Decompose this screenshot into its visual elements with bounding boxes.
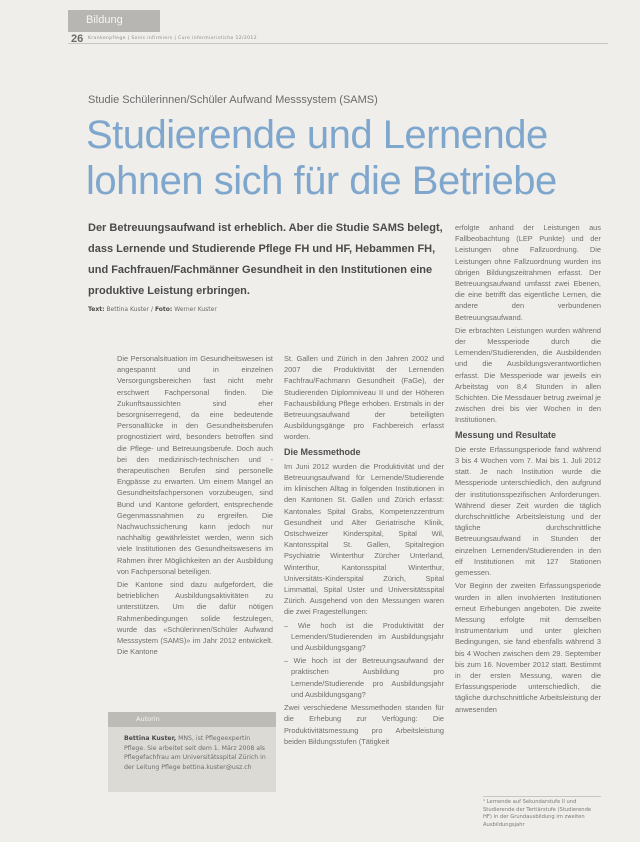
article-kicker: Studie Schülerinnen/Schüler Aufwand Messsystem (SAMS) xyxy=(88,94,378,106)
article-lead: Der Betreuungsaufwand ist erheblich. Aber die Studie SAMS belegt, dass Lernende und Studierende Pflege FH und HF, Hebammen FH, und Fachfrauen/Fachmänner Gesundheit in den Institutionen eine produktive Leistung erbringen. xyxy=(88,222,443,297)
paragraph: Zwei verschiedene Messmethoden standen für die Erhebung zur Verfügung: Die Produktivitätsmessung pro Arbeitsleistung beiden Bildungsstufen (Tätigkeit xyxy=(284,703,444,746)
running-header-meta: Krankenpflege | Soins infirmiers | Cure infermieristiche 12/2012 xyxy=(88,36,257,41)
section-tab xyxy=(68,10,160,32)
author-bio: MNS, ist Pflegeexpertin Pflege. Sie arbeitet seit dem 1. März 2008 als Pflegefachfrau am Universitätsspital Zürich in der Leitung Pflege bettina.kuster@usz.ch xyxy=(124,735,266,771)
author-name: Bettina Kuster, xyxy=(124,735,177,742)
paragraph: erfolgte anhand der Leistungen aus Fallbeobachtung (LEP Punkte) und der Leistungen ohne Fallzuordnung. Die Leistungen ohne Fallzuordnung wurden ins übrigen Bildungszeitrahmen erfasst. Der Betreuungsaufwand umfasst zwei Ebenen, die eine betrifft das eigentliche Lernen, die andere den verbundenen Betreuungsaufwand. xyxy=(455,223,601,322)
paragraph: Die erbrachten Leistungen wurden während der Messperiode durch die Lernenden/Studierenden, die Ausbildenden und die Ausbildungsverantwortlichen erfasst. Die Messperiode war jeweils ein Arbeitstag von 8,4 Stunden in allen Schichten. Die Messdauer betrug zweimal je zwischen drei bis vier Wochen in den Institutionen. xyxy=(455,325,601,425)
byline-photographer: Werner Kuster xyxy=(174,306,217,313)
article-headline: Studierende und Lernende lohnen sich für die Betriebe xyxy=(86,113,557,203)
author-box xyxy=(108,712,276,792)
section-label: Bildung xyxy=(86,14,123,26)
byline-photo-label: Foto: xyxy=(154,306,173,313)
paragraph: Die Kantone sind dazu aufgefordert, die betrieblichen Ausbildungsaktivitäten zu unterstützen. Um die dafür nötigen Rahmenbedingungen solide festzulegen, wurde das «Schülerinnen/Schüler Aufwand Messsystem (SAMS)» im Jahr 2012 entwickelt. Die Kantone xyxy=(117,580,273,657)
author-box-title: Autorin xyxy=(108,712,276,727)
paragraph: Vor Beginn der zweiten Erfassungsperiode wurden in allen involvierten Institutionen erneut Erhebungen angeboten. Die zweite Messung erfolgte mit demselben Instrumentarium und unter gleichen Bedingungen, sie fand ebenfalls während 3 bis 4 Wochen zwischen dem 29. September bis zum 16. November 2012 statt. Bestimmt in der ersten Messung, waren die Erfassungsperiode unterschiedlich, die tägliche durchschnittliche Arbeitsleistung der anwesenden xyxy=(455,581,601,714)
list-item: – Wie hoch ist der Betreuungsaufwand der praktischen Ausbildung pro Lernende/Studierende pro Ausbildungsjahr und Ausbildungsgang? xyxy=(284,656,444,699)
text-column-1 xyxy=(117,353,273,659)
subheading-method: Die Messmethode xyxy=(284,446,361,457)
byline-author: Bettina Kuster xyxy=(106,306,150,313)
paragraph: Im Juni 2012 wurden die Produktivität und der Betreuungsaufwand für Lernende/Studierende im klinischen Alltag in folgenden Institutionen in den Kantonen St. Gallen und Zürich erfasst: Kantonales Spital Grabs, Kompetenzzentrum Gesundheit und Alter Geriatrische Klinik, Ostschweizer Kinderspital, Spital Wil, Kantonsspital St. Gallen, Spitalregion Psychiatrie Winterthur Zürcher Unterland, Winterthur, Kantonsspital Winterthur, Universitäts-Kinderspital Zürich, Spital Limmattal, Spital Uster und Universitätsspital Zürich. Ausgehend von den Messungen waren die zwei Fragestellungen: xyxy=(284,461,444,617)
byline: Text: Bettina Kuster / Foto: Werner Kuster xyxy=(88,306,217,313)
text-column-3 xyxy=(455,222,601,717)
author-box-body xyxy=(124,734,270,772)
list-item: – Wie hoch ist die Produktivität der Lernenden/Studierenden im Ausbildungsjahr und Ausbildungsgang? xyxy=(284,620,444,653)
byline-text-label: Text: xyxy=(88,306,105,313)
subheading-results: Messung und Resultate xyxy=(455,429,557,440)
paragraph: Die Personalsituation im Gesundheitswesen ist angespannt und in einzelnen Versorgungsbereichen fast nicht mehr erschwert Fachpersonal finden. Die Zukunftsaussichten sind eher besorgniserregend, da eine bedeutende Personallücke in den Gesundheitsberufen prognostiziert wird, besonders betroffen sind die Pflege- und Betreuungsberufe. Doch auch bei den medizinisch-technischen und -therapeutischen Berufen sind personelle Engpässe zu erwarten. Um einem Mangel an Gesundheitsfachpersonen vorzubeugen, sind Bund und Kantone gefordert, entsprechende Gegenmassnahmen zu ergreifen. Die Nachwuchssicherung kann jedoch nur nachhaltig gewährleistet werden, wenn sich viele Institutionen des Gesundheitswesens im Rahmen ihrer Möglichkeiten an der Ausbildung von Fachpersonal beteiligen. xyxy=(117,354,273,576)
text-column-2 xyxy=(284,353,444,749)
paragraph: Die erste Erfassungsperiode fand während 3 bis 4 Wochen vom 7. Mai bis 1. Juli 2012 statt. Je nach Institution wurde die Messperiode unterschiedlich, den aufgrund der institutionsspezifischen Anforderungen. Während dieser Zeit wurden die täglich durchschnittliche Arbeitsleistung und der tägliche durchschnittliche Betreuungsaufwand in Stunden der einzelnen Lernenden/Studierenden in den elf Institutionen mit 127 Stationen gemessen. xyxy=(455,444,601,578)
paragraph: St. Gallen und Zürich in den Jahren 2002 und 2007 die Produktivität der Lernenden Fachfrau/Fachmann Gesundheit (FaGe), der Studierenden Diplomniveau II und der Höheren Fachausbildung Pflege erhoben. Erstmals in der Betreuungsaufwand der beteiligten Ausbildungsgänge pro Fachbereich erfasst worden. xyxy=(284,354,444,442)
footnote: ¹ Lernende auf Sekundarstufe II und Studierende der Tertiärstufe (Studierende HF) in der Grundausbildung im zweiten Ausbildungsjahr xyxy=(483,796,601,829)
page-number: 26 xyxy=(71,33,84,45)
